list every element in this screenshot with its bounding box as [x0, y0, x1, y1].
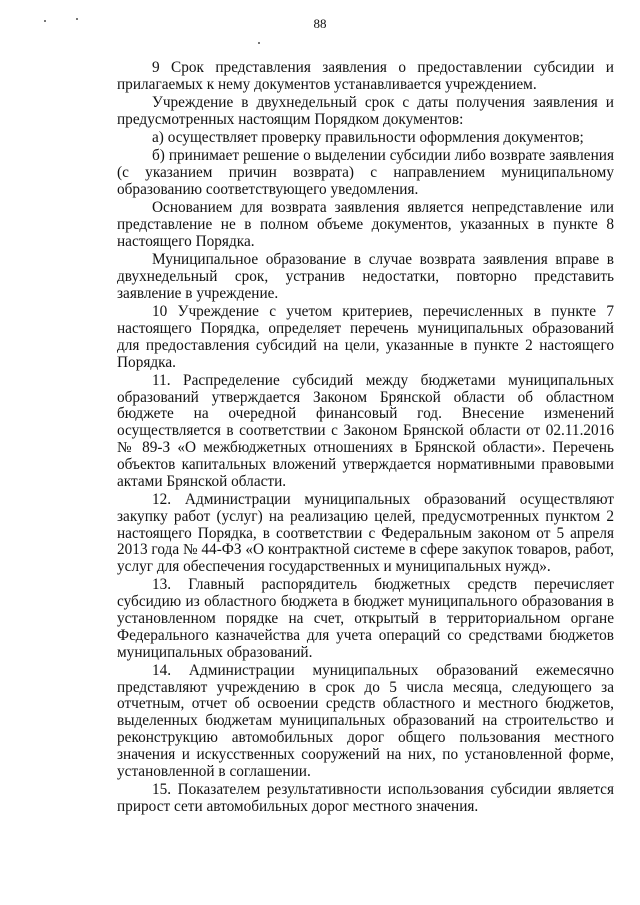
page-number: 88: [313, 16, 327, 31]
paragraph-9-item-a: а) осуществляет проверку правильности оформления документов;: [152, 129, 584, 147]
paragraph-9-resubmission: Муниципальное образование в случае возврата заявления вправе в двухнедельный срок, устранив недостатки, повторно представить заявление в учреждение.: [117, 251, 614, 302]
paragraph-12: 12. Администрации муниципальных образований осуществляют закупку работ (услуг) на реализацию целей, предусмотренных пунктом 2 настоящего Порядка, в соответствии с Федеральным законом от 5 апреля 2013 года № 44-ФЗ «О контрактной системе в сфере закупок товаров, работ, услуг для обеспечения государственных и муниципальных нужд».: [117, 490, 614, 576]
paragraph-9: 9 Срок представления заявления о предоставлении субсидии и прилагаемых к нему документов устанавливается учреждением.: [117, 59, 614, 93]
paragraph-10: 10 Учреждение с учетом критериев, перечисленных в пункте 7 настоящего Порядка, определяет перечень муниципальных образований для предоставления субсидий на цели, указанные в пункте 2 настоящего Порядка.: [117, 303, 614, 371]
paragraph-14: 14. Администрации муниципальных образований ежемесячно представляют учреждению в срок до 5 числа месяца, следующего за отчетным, отчет об освоении средств областного и местного бюджетов, выделенных бюджетам муниципальных образований на строительство и реконструкцию автомобильных дорог общего пользования местного значения и искусственных сооружений на них, по установленной форме, установленной в соглашении.: [117, 661, 614, 780]
document-body: [117, 60, 614, 817]
paragraph-11: 11. Распределение субсидий между бюджетами муниципальных образований утверждается Законом Брянской области об областном бюджете на очередной финансовый год. Внесение изменений осуществляется в соответствии с Законом Брянской области от 02.11.2016 № 89-З «О межбюджетных отношениях в Брянской области». Перечень объектов капитальных вложений утверждается нормативными правовыми актами Брянской области.: [117, 371, 614, 490]
paragraph-9-item-b: б) принимает решение о выделении субсидии либо возврате заявления (с указанием причин возврата) с направлением муниципальному образованию соответствующего уведомления.: [117, 147, 614, 199]
paragraph-13: 13. Главный распорядитель бюджетных средств перечисляет субсидию из областного бюджета в бюджет муниципального образования в установленном порядке на счет, открытый в территориальном органе Федерального казначейства для учета операций со средствами бюджетов муниципальных образований.: [117, 576, 614, 661]
scan-speck: [258, 42, 260, 44]
paragraph-15: 15. Показателем результативности использования субсидии является прирост сети автомобильных дорог местного значения.: [117, 780, 614, 815]
paragraph-9-return-grounds: Основанием для возврата заявления является непредставление или представление не в полном объеме документов, указанных в пункте 8 настоящего Порядка.: [117, 199, 614, 250]
paragraph-9-review: Учреждение в двухнедельный срок с даты получения заявления и предусмотренных настоящим Порядком документов:: [117, 94, 614, 128]
